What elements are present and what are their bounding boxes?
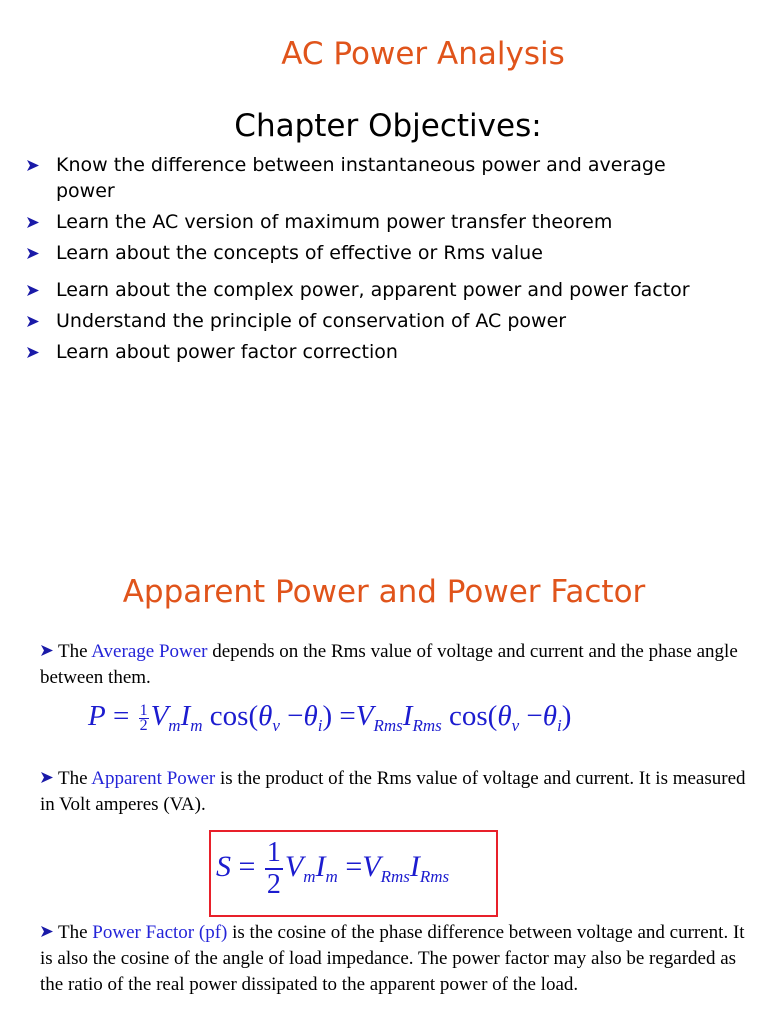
objective-item [26, 277, 726, 303]
eq-symbol: θ [258, 700, 273, 732]
apparent-power-equation [216, 838, 449, 900]
frac-num: 1 [139, 701, 148, 719]
eq-symbol: cos( [448, 700, 498, 732]
eq-symbol: m [190, 716, 203, 735]
objective-text: Learn about the complex power, apparent power and power factor [56, 279, 690, 301]
eq-symbol: I [315, 849, 326, 883]
eq-symbol: I [402, 700, 413, 732]
fraction [139, 701, 149, 734]
objective-item [26, 209, 726, 235]
average-power-term: Average Power [91, 641, 208, 662]
eq-symbol: = [345, 849, 363, 883]
para-text-pre: The [58, 922, 93, 943]
arrow-bullet-icon [26, 346, 40, 359]
arrow-bullet-icon [26, 159, 40, 172]
eq-symbol: V [284, 849, 304, 883]
eq-symbol: i [317, 716, 323, 735]
eq-symbol: S [216, 849, 231, 883]
para-text-post: depends on the Rms value of voltage and current and the phase angle between them. [40, 641, 738, 688]
eq-symbol: ) [322, 700, 333, 732]
para-text-post: is the cosine of the phase difference between voltage and current. It is also the cosine of the angle of load impedance. The power factor may also be regarded as the ratio of the real power dissipated to the apparent power of the load. [40, 922, 745, 995]
eq-symbol: V [150, 700, 169, 732]
frac-den: 2 [139, 716, 148, 734]
frac-num: 1 [266, 837, 281, 868]
objective-item [26, 240, 726, 266]
arrow-bullet-icon [40, 771, 54, 784]
eq-symbol: V [362, 849, 381, 883]
eq-symbol: Rms [380, 866, 410, 886]
slide2-title: Apparent Power and Power Factor [122, 574, 646, 610]
eq-symbol: I [180, 700, 191, 732]
objective-text: Know the difference between instantaneous power and average power [56, 154, 666, 202]
objectives-list [26, 152, 726, 370]
arrow-bullet-icon [40, 644, 54, 657]
average-power-equation [88, 700, 571, 736]
eq-symbol: i [556, 716, 562, 735]
eq-symbol: Rms [419, 866, 450, 886]
para-text-pre: The [58, 641, 92, 662]
eq-symbol: v [272, 716, 280, 735]
objective-item [26, 308, 726, 334]
eq-symbol: m [325, 866, 338, 886]
arrow-bullet-icon [26, 247, 40, 260]
power-factor-paragraph [40, 920, 752, 998]
apparent-power-paragraph [40, 766, 752, 818]
eq-symbol: θ [497, 700, 512, 732]
eq-symbol: ) [561, 700, 572, 732]
eq-symbol: m [303, 866, 316, 886]
eq-symbol: Rms [412, 716, 442, 735]
eq-symbol: Rms [373, 716, 403, 735]
frac-den: 2 [266, 869, 281, 900]
objective-text: Understand the principle of conservation of AC power [56, 310, 567, 332]
apparent-power-term: Apparent Power [91, 768, 216, 789]
eq-symbol: v [511, 716, 520, 735]
arrow-bullet-icon [26, 216, 40, 229]
eq-symbol: = [112, 700, 130, 732]
objective-text: Learn about power factor correction [56, 341, 398, 363]
eq-symbol: − [287, 700, 304, 732]
fraction [265, 838, 283, 900]
objective-text: Learn about the concepts of effective or Rms value [56, 242, 543, 264]
eq-symbol: cos( [209, 700, 259, 732]
eq-symbol: V [355, 700, 374, 732]
objective-item [26, 339, 726, 365]
arrow-bullet-icon [26, 284, 40, 297]
eq-symbol: − [526, 700, 543, 732]
para-text-pre: The [58, 768, 92, 789]
average-power-paragraph [40, 639, 752, 691]
eq-symbol: θ [303, 700, 318, 732]
eq-symbol: m [168, 716, 181, 735]
eq-symbol: P [88, 700, 106, 732]
slide1-title: AC Power Analysis [281, 36, 565, 72]
para-text-post: is the product of the Rms value of voltage and current. It is measured in Volt amperes (VA). [40, 768, 746, 815]
eq-symbol: θ [542, 700, 557, 732]
eq-symbol: = [238, 849, 256, 883]
arrow-bullet-icon [40, 925, 54, 938]
objective-item [26, 152, 726, 204]
power-factor-term: Power Factor (pf) [92, 922, 228, 943]
arrow-bullet-icon [26, 315, 40, 328]
slide1-subtitle: Chapter Objectives: [234, 108, 542, 144]
eq-symbol: = [339, 700, 356, 732]
eq-symbol: I [409, 849, 420, 883]
objective-text: Learn the AC version of maximum power transfer theorem [56, 211, 613, 233]
